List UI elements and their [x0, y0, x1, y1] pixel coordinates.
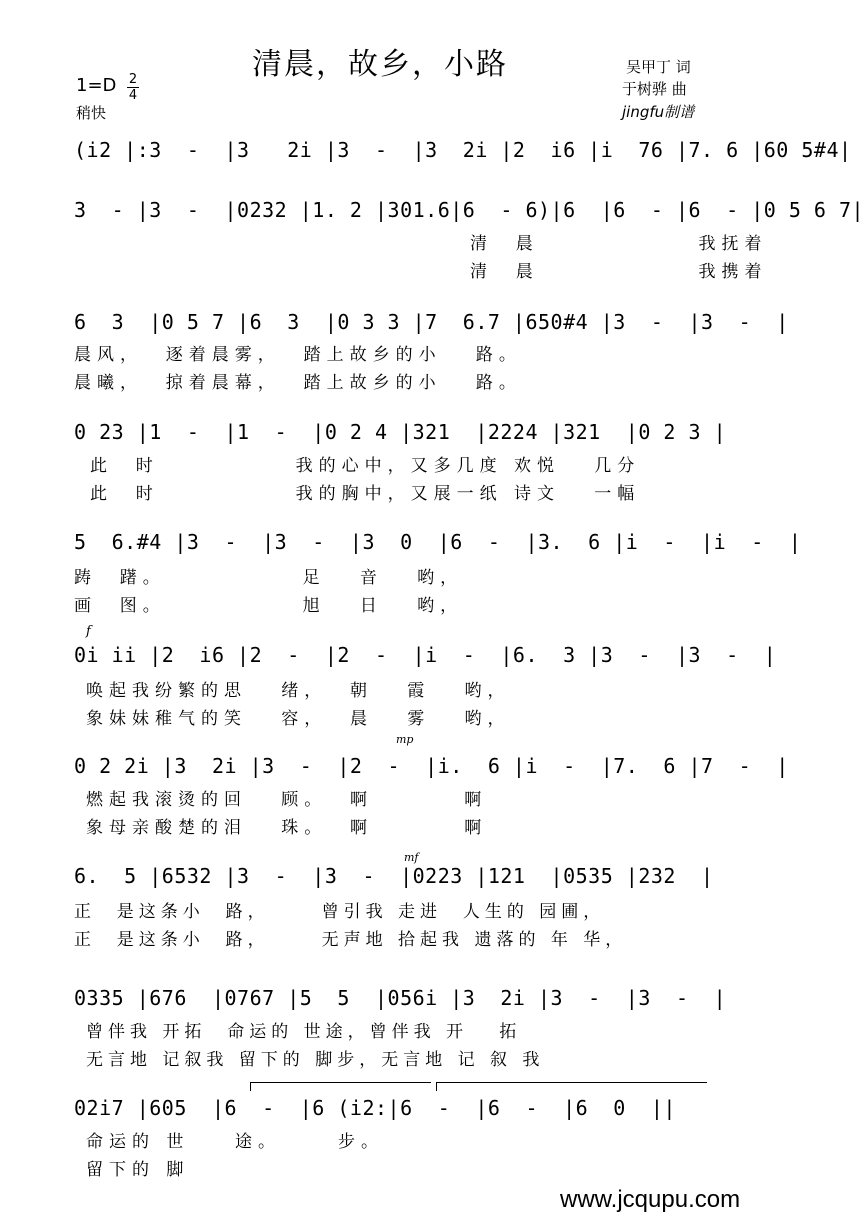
- notation-row-3: 6 3 |0 5 7 |6 3 |0 3 3 |7 6.7 |650#4 |3 - |3 - |: [74, 310, 789, 334]
- lyric-row-7-verse-1: 燃起我滚烫的回 顾。 啊 啊: [86, 790, 488, 810]
- notation-row-7: 0 2 2i |3 2i |3 - |2 - |i. 6 |i - |7. 6 |7 - |: [74, 754, 789, 778]
- dynamic-mf: mf: [404, 851, 419, 864]
- lyricist-credit: 吴甲丁 词: [626, 58, 691, 76]
- dynamic-f: f: [86, 624, 91, 639]
- lyric-row-8-verse-2: 正 是这条小 路， 无声地 拾起我 遗落的 年 华，: [74, 930, 628, 950]
- volta-bracket-1: [250, 1082, 431, 1091]
- song-title: 清晨，故乡，小路: [252, 47, 508, 82]
- dynamic-mp: mp: [396, 733, 414, 746]
- lyric-row-6-verse-2: 象妹妹稚气的笑 容， 晨 雾 哟，: [86, 709, 511, 729]
- lyric-row-2-verse-2: 清 晨 我携着: [470, 262, 768, 282]
- lyric-row-2-verse-1: 清 晨 我抚着: [470, 234, 768, 254]
- lyric-row-3-verse-2: 晨曦， 掠着晨幕， 踏上故乡的小 路。: [74, 373, 522, 393]
- lyric-row-10-verse-2: 留下的 脚: [86, 1160, 190, 1180]
- tempo-marking: 稍快: [76, 104, 107, 122]
- time-signature-line: [127, 87, 139, 88]
- notation-row-5: 5 6.#4 |3 - |3 - |3 0 |6 - |3. 6 |i - |i - |: [74, 530, 802, 554]
- time-signature-bottom: 4: [128, 88, 138, 103]
- notation-row-9: 0335 |676 |0767 |5 5 |056i |3 2i |3 - |3 - |: [74, 986, 727, 1010]
- notation-row-1: (i2 |:3 - |3 2i |3 - |3 2i |2 i6 |i 76 |7. 6 |60 5#4|: [74, 138, 852, 162]
- website-watermark: www.jcqupu.com: [560, 1186, 741, 1213]
- lyric-row-5-verse-2: 画 图。 旭 日 哟，: [74, 596, 464, 616]
- notation-row-10: 02i7 |605 |6 - |6 (i2:|6 - |6 - |6 0 ||: [74, 1096, 676, 1120]
- notation-row-6: 0i ii |2 i6 |2 - |2 - |i - |6. 3 |3 - |3 - |: [74, 643, 777, 667]
- volta-bracket-2: [436, 1082, 707, 1091]
- lyric-row-5-verse-1: 踌 躇。 足 音 哟，: [74, 568, 464, 588]
- time-signature-top: 2: [128, 72, 138, 87]
- notation-row-8: 6. 5 |6532 |3 - |3 - |0223 |121 |0535 |232 |: [74, 864, 714, 888]
- lyric-row-9-verse-2: 无言地 记叙我 留下的 脚步，无言地 记 叙 我: [86, 1050, 545, 1070]
- key-signature: 1=D: [76, 75, 117, 96]
- lyric-row-4-verse-1: 此 时 我的心中，又多几度 欢悦 几分: [90, 456, 641, 476]
- lyric-row-3-verse-1: 晨风， 逐着晨雾， 踏上故乡的小 路。: [74, 345, 522, 365]
- composer-credit: 于树骅 曲: [622, 80, 687, 98]
- arranger-credit: jingfu制谱: [622, 103, 695, 121]
- lyric-row-7-verse-2: 象母亲酸楚的泪 珠。 啊 啊: [86, 818, 488, 838]
- lyric-row-10-verse-1: 命运的 世 途。 步。: [86, 1132, 385, 1152]
- lyric-row-4-verse-2: 此 时 我的胸中，又展一纸 诗文 一幅: [90, 484, 641, 504]
- lyric-row-8-verse-1: 正 是这条小 路， 曾引我 走进 人生的 园圃，: [74, 902, 606, 922]
- lyric-row-9-verse-1: 曾伴我 开拓 命运的 世途，曾伴我 开 拓: [86, 1022, 522, 1042]
- notation-row-4: 0 23 |1 - |1 - |0 2 4 |321 |2224 |321 |0 2 3 |: [74, 420, 727, 444]
- notation-row-2: 3 - |3 - |0232 |1. 2 |301.6|6 - 6)|6 |6 - |6 - |0 5 6 7|: [74, 198, 864, 222]
- lyric-row-6-verse-1: 唤起我纷繁的思 绪， 朝 霞 哟，: [86, 681, 511, 701]
